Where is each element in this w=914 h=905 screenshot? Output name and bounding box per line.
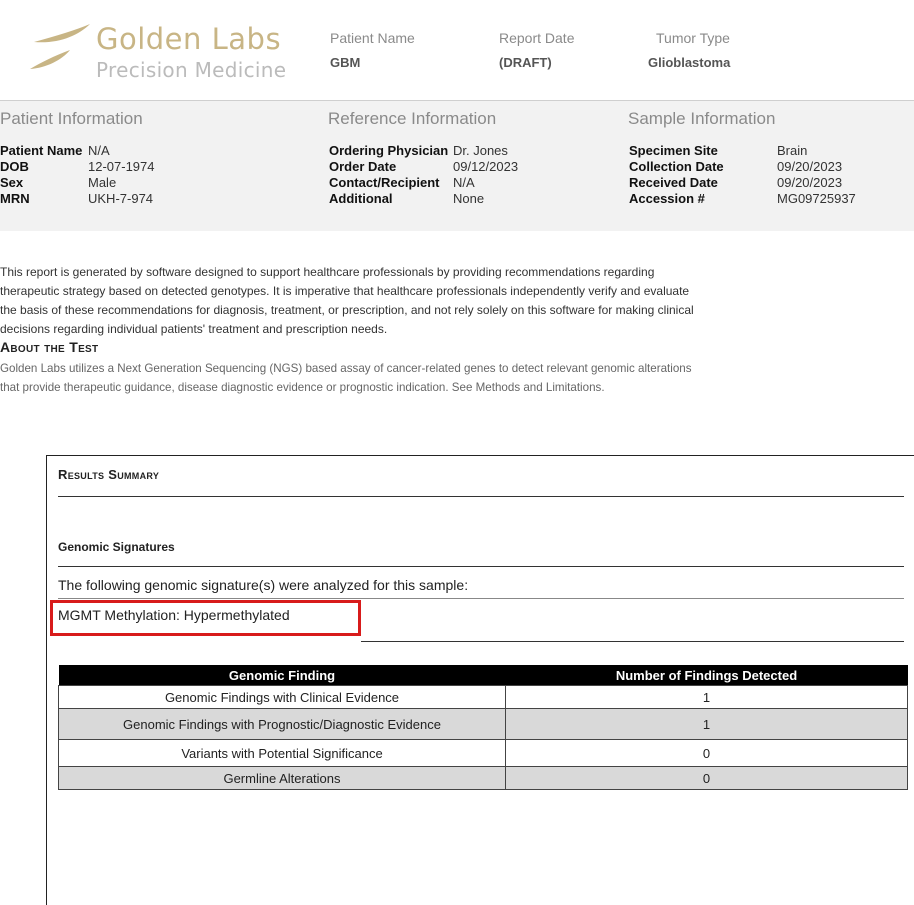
table-row (59, 740, 908, 767)
info-value: 12-07-1974 (88, 159, 155, 174)
info-value: UKH-7-974 (88, 191, 154, 206)
reference-information-table (329, 143, 518, 207)
info-value: N/A (453, 175, 475, 190)
column-header-genomic-finding: Genomic Finding (59, 665, 506, 686)
info-key: Sex (0, 175, 24, 190)
mgmt-divider (361, 641, 904, 642)
disclaimer-line: This report is generated by software designed to support healthcare professionals by providing recommendations regarding (0, 265, 655, 279)
header-patient-name-label: Patient Name (330, 30, 415, 46)
finding-count: 1 (506, 686, 908, 709)
logo-title: Golden Labs (96, 22, 282, 56)
finding-label: Variants with Potential Significance (59, 740, 506, 767)
header-report-date-label: Report Date (499, 30, 575, 46)
genomic-signatures-divider (58, 566, 904, 567)
header-report-date-value: (DRAFT) (499, 55, 552, 70)
info-value: N/A (88, 143, 110, 158)
patient-information-title: Patient Information (0, 109, 143, 128)
disclaimer-line: the basis of these recommendations for diagnosis, treatment, or prescription, and not rely solely on this software for making clinical (0, 303, 694, 317)
info-value: Male (88, 175, 117, 190)
finding-count: 0 (506, 767, 908, 790)
finding-label: Germline Alterations (59, 767, 506, 790)
info-key: Specimen Site (629, 143, 718, 158)
signature-intro-divider (58, 598, 904, 599)
column-header-number-of-findings: Number of Findings Detected (506, 665, 908, 686)
header-tumor-type-label: Tumor Type (656, 30, 730, 46)
info-key: Collection Date (629, 159, 724, 174)
info-key: Additional (329, 191, 393, 206)
about-line: Golden Labs utilizes a Next Generation Sequencing (NGS) based assay of cancer-related genes to detect relevant genomic alterations (0, 362, 692, 375)
info-key: Order Date (329, 159, 397, 174)
logo-subtitle: Precision Medicine (96, 58, 287, 82)
info-value: 09/20/2023 (777, 159, 843, 174)
mgmt-highlight-box (50, 600, 361, 636)
results-summary-title: Results Summary (58, 467, 160, 482)
about-line: that provide therapeutic guidance, disease diagnostic evidence or prognostic indication. See Methods and Limitations. (0, 381, 605, 394)
findings-header-row (59, 665, 908, 686)
disclaimer-paragraph (0, 263, 914, 339)
table-row (59, 709, 908, 740)
finding-count: 1 (506, 709, 908, 740)
info-value: Dr. Jones (453, 143, 508, 158)
reference-information-title: Reference Information (328, 109, 497, 128)
info-key: Received Date (629, 175, 718, 190)
info-value: Brain (777, 143, 808, 158)
info-value: 09/12/2023 (453, 159, 519, 174)
results-title-divider (58, 496, 904, 497)
disclaimer-line: therapeutic strategy based on detected genotypes. It is imperative that healthcare professionals independently verify and evaluate (0, 284, 690, 298)
mgmt-methylation-status: MGMT Methylation: Hypermethylated (58, 607, 290, 623)
info-value: 09/20/2023 (777, 175, 843, 190)
about-test-body (0, 359, 692, 397)
sample-information-title: Sample Information (628, 109, 776, 128)
genomic-signatures-heading: Genomic Signatures (58, 540, 175, 554)
info-key: Ordering Physician (329, 143, 449, 158)
genomic-findings-table (58, 665, 908, 790)
patient-information-table (0, 143, 155, 207)
info-value: None (453, 191, 485, 206)
finding-label: Genomic Findings with Clinical Evidence (59, 686, 506, 709)
info-key: Accession # (629, 191, 705, 206)
golden-labs-logo-icon (28, 22, 92, 72)
header-patient-name-value: GBM (330, 55, 361, 70)
info-key: MRN (0, 191, 30, 206)
disclaimer-line: decisions regarding individual patients' treatment and prescription needs. (0, 322, 388, 336)
finding-label: Genomic Findings with Prognostic/Diagnostic Evidence (59, 709, 506, 740)
info-key: Patient Name (0, 143, 83, 158)
sample-information-table (629, 143, 856, 207)
info-key: Contact/Recipient (329, 175, 440, 190)
header-tumor-type-value: Glioblastoma (648, 55, 731, 70)
table-row (59, 686, 908, 709)
finding-count: 0 (506, 740, 908, 767)
signature-intro-text: The following genomic signature(s) were analyzed for this sample: (58, 577, 469, 593)
info-key: DOB (0, 159, 29, 174)
info-value: MG09725937 (777, 191, 856, 206)
about-test-heading: About the Test (0, 339, 99, 355)
table-row (59, 767, 908, 790)
